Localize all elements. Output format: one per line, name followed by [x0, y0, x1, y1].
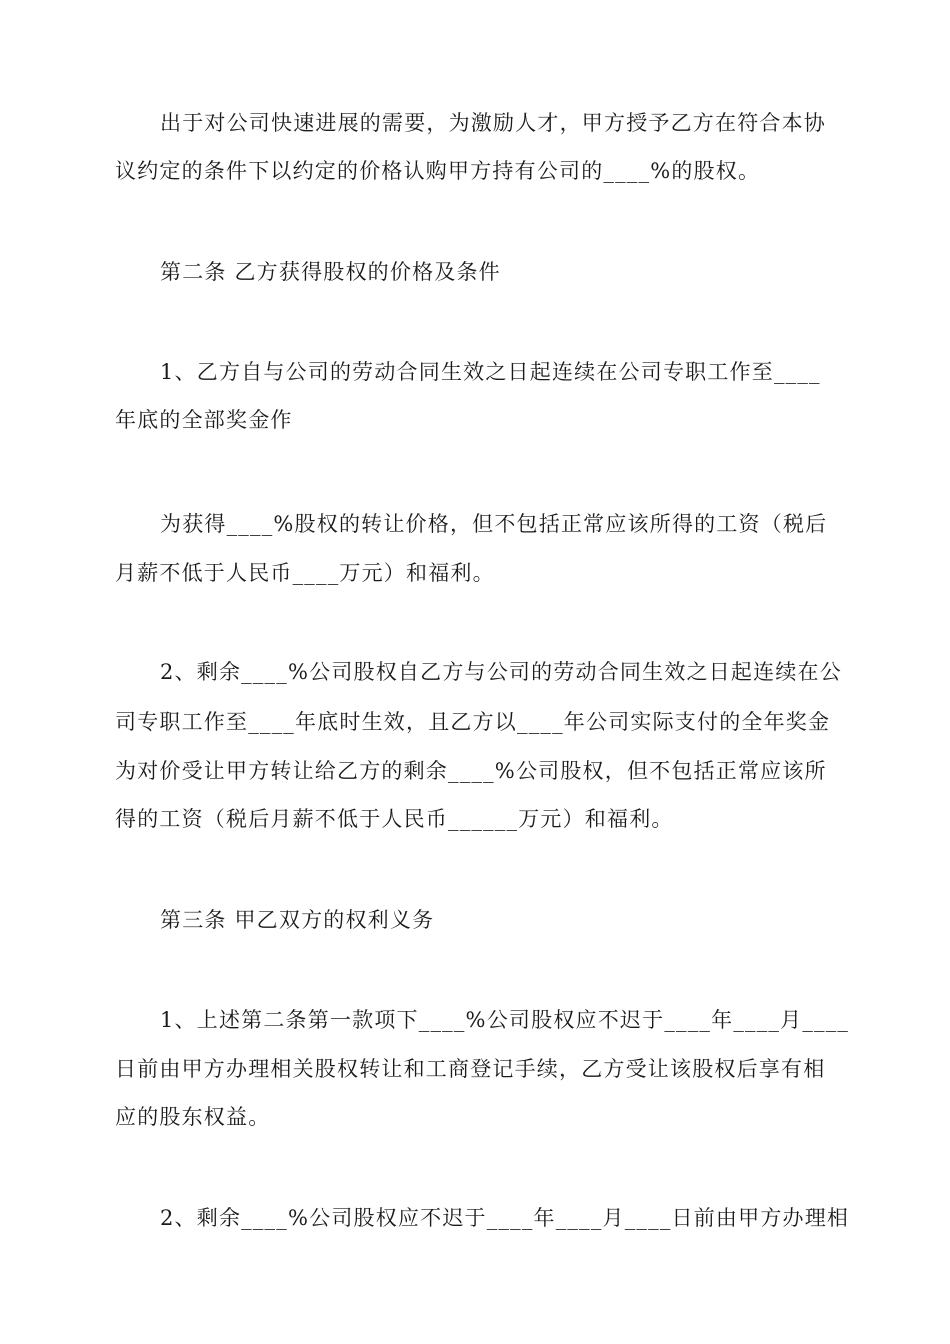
clause-2-1-line-2: 年底的全部奖金作	[115, 408, 293, 432]
clause-2-2-line-4: 得的工资（税后月薪不低于人民币______万元）和福利。	[115, 807, 674, 831]
clause-3-1-line-2: 日前由甲方办理相关股权转让和工商登记手续，乙方受让该股权后享有相	[115, 1057, 826, 1081]
clause-2-2-line-3: 为对价受让甲方转让给乙方的剩余____%公司股权，但不包括正常应该所	[115, 759, 827, 783]
clause-3-1-line-1: 1、上述第二条第一款项下____%公司股权应不迟于____年____月____	[160, 1008, 850, 1032]
clause-3-1-line-3: 应的股东权益。	[115, 1105, 271, 1129]
clause-3-2-line-1: 2、剩余____%公司股权应不迟于____年____月____日前由甲方办理相	[160, 1206, 850, 1230]
clause-2-1-cont-line-2: 月薪不低于人民币____万元）和福利。	[115, 561, 495, 585]
article-2-heading: 第二条 乙方获得股权的价格及条件	[160, 260, 501, 284]
clause-2-1-line-1: 1、乙方自与公司的劳动合同生效之日起连续在公司专职工作至____	[160, 360, 821, 384]
paragraph-1-line-2: 议约定的条件下以约定的价格认购甲方持有公司的____%的股权。	[115, 159, 761, 183]
clause-2-2-line-1: 2、剩余____%公司股权自乙方与公司的劳动合同生效之日起连续在公	[160, 660, 842, 684]
article-3-heading: 第三条 甲乙双方的权利义务	[160, 908, 435, 932]
clause-2-1-cont-line-1: 为获得____%股权的转让价格，但不包括正常应该所得的工资（税后	[160, 512, 828, 536]
paragraph-1-line-1: 出于对公司快速进展的需要，为激励人才，甲方授予乙方在符合本协	[160, 111, 826, 135]
clause-2-2-line-2: 司专职工作至____年底时生效，且乙方以____年公司实际支付的全年奖金	[115, 710, 831, 734]
